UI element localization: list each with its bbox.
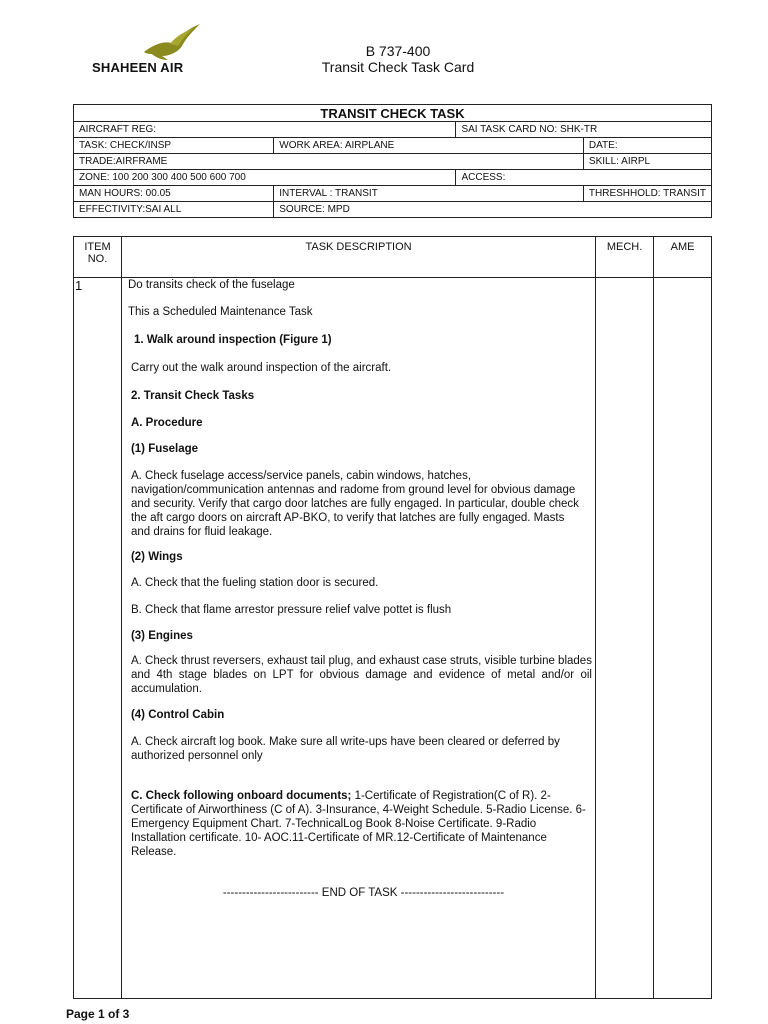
- end-of-task: ------------------------- END OF TASK ---------------------------: [222, 887, 505, 899]
- task-description-content: [121, 278, 595, 999]
- trade-field: TRADE:AIRFRAME: [74, 154, 584, 170]
- task-info-table: [73, 104, 712, 218]
- intro-line: Do transits check of the fuselage: [127, 279, 295, 291]
- mech-signoff-cell: [596, 278, 654, 999]
- ame-signoff-cell: [654, 278, 712, 999]
- info-title: TRANSIT CHECK TASK: [74, 105, 712, 122]
- engines-heading: (3) Engines: [130, 630, 193, 642]
- skill-field: SKILL: AIRPL: [583, 154, 711, 170]
- scheduled-note: This a Scheduled Maintenance Task: [127, 306, 313, 318]
- fuselage-text: A. Check fuselage access/service panels, cabin windows, hatches, navigation/communication antennas and radome from ground level for obvious damage and security. Verify that cargo door latches are fully engaged. In particular, double check the aft cargo doors on aircraft AP-BKO, to verify that latches are fully engaged. Masts and drains for fluid leakage.: [130, 470, 579, 538]
- source-field: SOURCE: MPD: [274, 202, 712, 218]
- engines-text: A. Check thrust reversers, exhaust tail plug, and exhaust case struts, visible turbine blades and 4th stage blades on LPT for obvious damage and evidence of metal and/or oil accumulation.: [130, 655, 592, 695]
- interval-field: INTERVAL : TRANSIT: [274, 186, 584, 202]
- company-name: SHAHEEN AIR: [92, 60, 184, 75]
- page-number: Page 1 of 3: [66, 1007, 130, 1021]
- task-card-no-field: SAI TASK CARD NO: SHK-TR: [456, 122, 712, 138]
- zone-field: ZONE: 100 200 300 400 500 600 700: [74, 170, 456, 186]
- onboard-documents-list: 1-Certificate of Registration(C of R). 2-Certificate of Airworthiness (C of A). 3-Insurance, 4-Weight Schedule. 5-Radio License. 6-Emergency Equipment Chart. 7-TechnicalLog Book 8-Noise Certificate. 9-Radio Installation certificate. 10- AOC.11-Certificate of MR.12-Certificate of Maintenance Release.: [130, 790, 586, 858]
- wings-text-b: B. Check that flame arrestor pressure relief valve pottet is flush: [130, 604, 452, 616]
- man-hours-field: MAN HOURS: 00.05: [74, 186, 274, 202]
- task-description-table: [73, 236, 712, 999]
- control-cabin-text: A. Check aircraft log book. Make sure all write-ups have been cleared or deferred by authorized personnel only: [130, 736, 560, 762]
- item-header-line2: NO.: [87, 253, 108, 265]
- procedure-heading: A. Procedure: [130, 417, 203, 429]
- onboard-documents-heading: C. Check following onboard documents;: [130, 790, 352, 802]
- falcon-logo-icon: [140, 22, 202, 62]
- access-field: ACCESS:: [456, 170, 712, 186]
- task-field: TASK: CHECK/INSP: [74, 138, 274, 154]
- mech-header: MECH.: [596, 237, 654, 278]
- effectivity-field: EFFECTIVITY:SAI ALL: [74, 202, 274, 218]
- work-area-field: WORK AREA: AIRPLANE: [274, 138, 584, 154]
- ame-header: AME: [654, 237, 712, 278]
- walk-around-text: Carry out the walk around inspection of the aircraft.: [130, 362, 392, 374]
- fuselage-heading: (1) Fuselage: [130, 443, 199, 455]
- aircraft-model: B 737-400: [365, 43, 431, 59]
- onboard-documents-text: [131, 789, 594, 859]
- task-description-header: TASK DESCRIPTION: [121, 237, 595, 278]
- item-header-line1: ITEM: [84, 241, 111, 253]
- threshold-field: THRESHHOLD: TRANSIT: [583, 186, 711, 202]
- document-title: Transit Check Task Card: [321, 59, 475, 75]
- wings-heading: (2) Wings: [130, 551, 183, 563]
- item-no-header: [74, 237, 122, 278]
- control-cabin-heading: (4) Control Cabin: [130, 709, 225, 721]
- item-number: 1: [74, 278, 122, 999]
- transit-check-heading: 2. Transit Check Tasks: [130, 390, 255, 402]
- aircraft-reg-field: AIRCRAFT REG:: [74, 122, 456, 138]
- date-field: DATE:: [583, 138, 711, 154]
- walk-around-heading: 1. Walk around inspection (Figure 1): [133, 334, 332, 346]
- wings-text-a: A. Check that the fueling station door is secured.: [130, 577, 379, 589]
